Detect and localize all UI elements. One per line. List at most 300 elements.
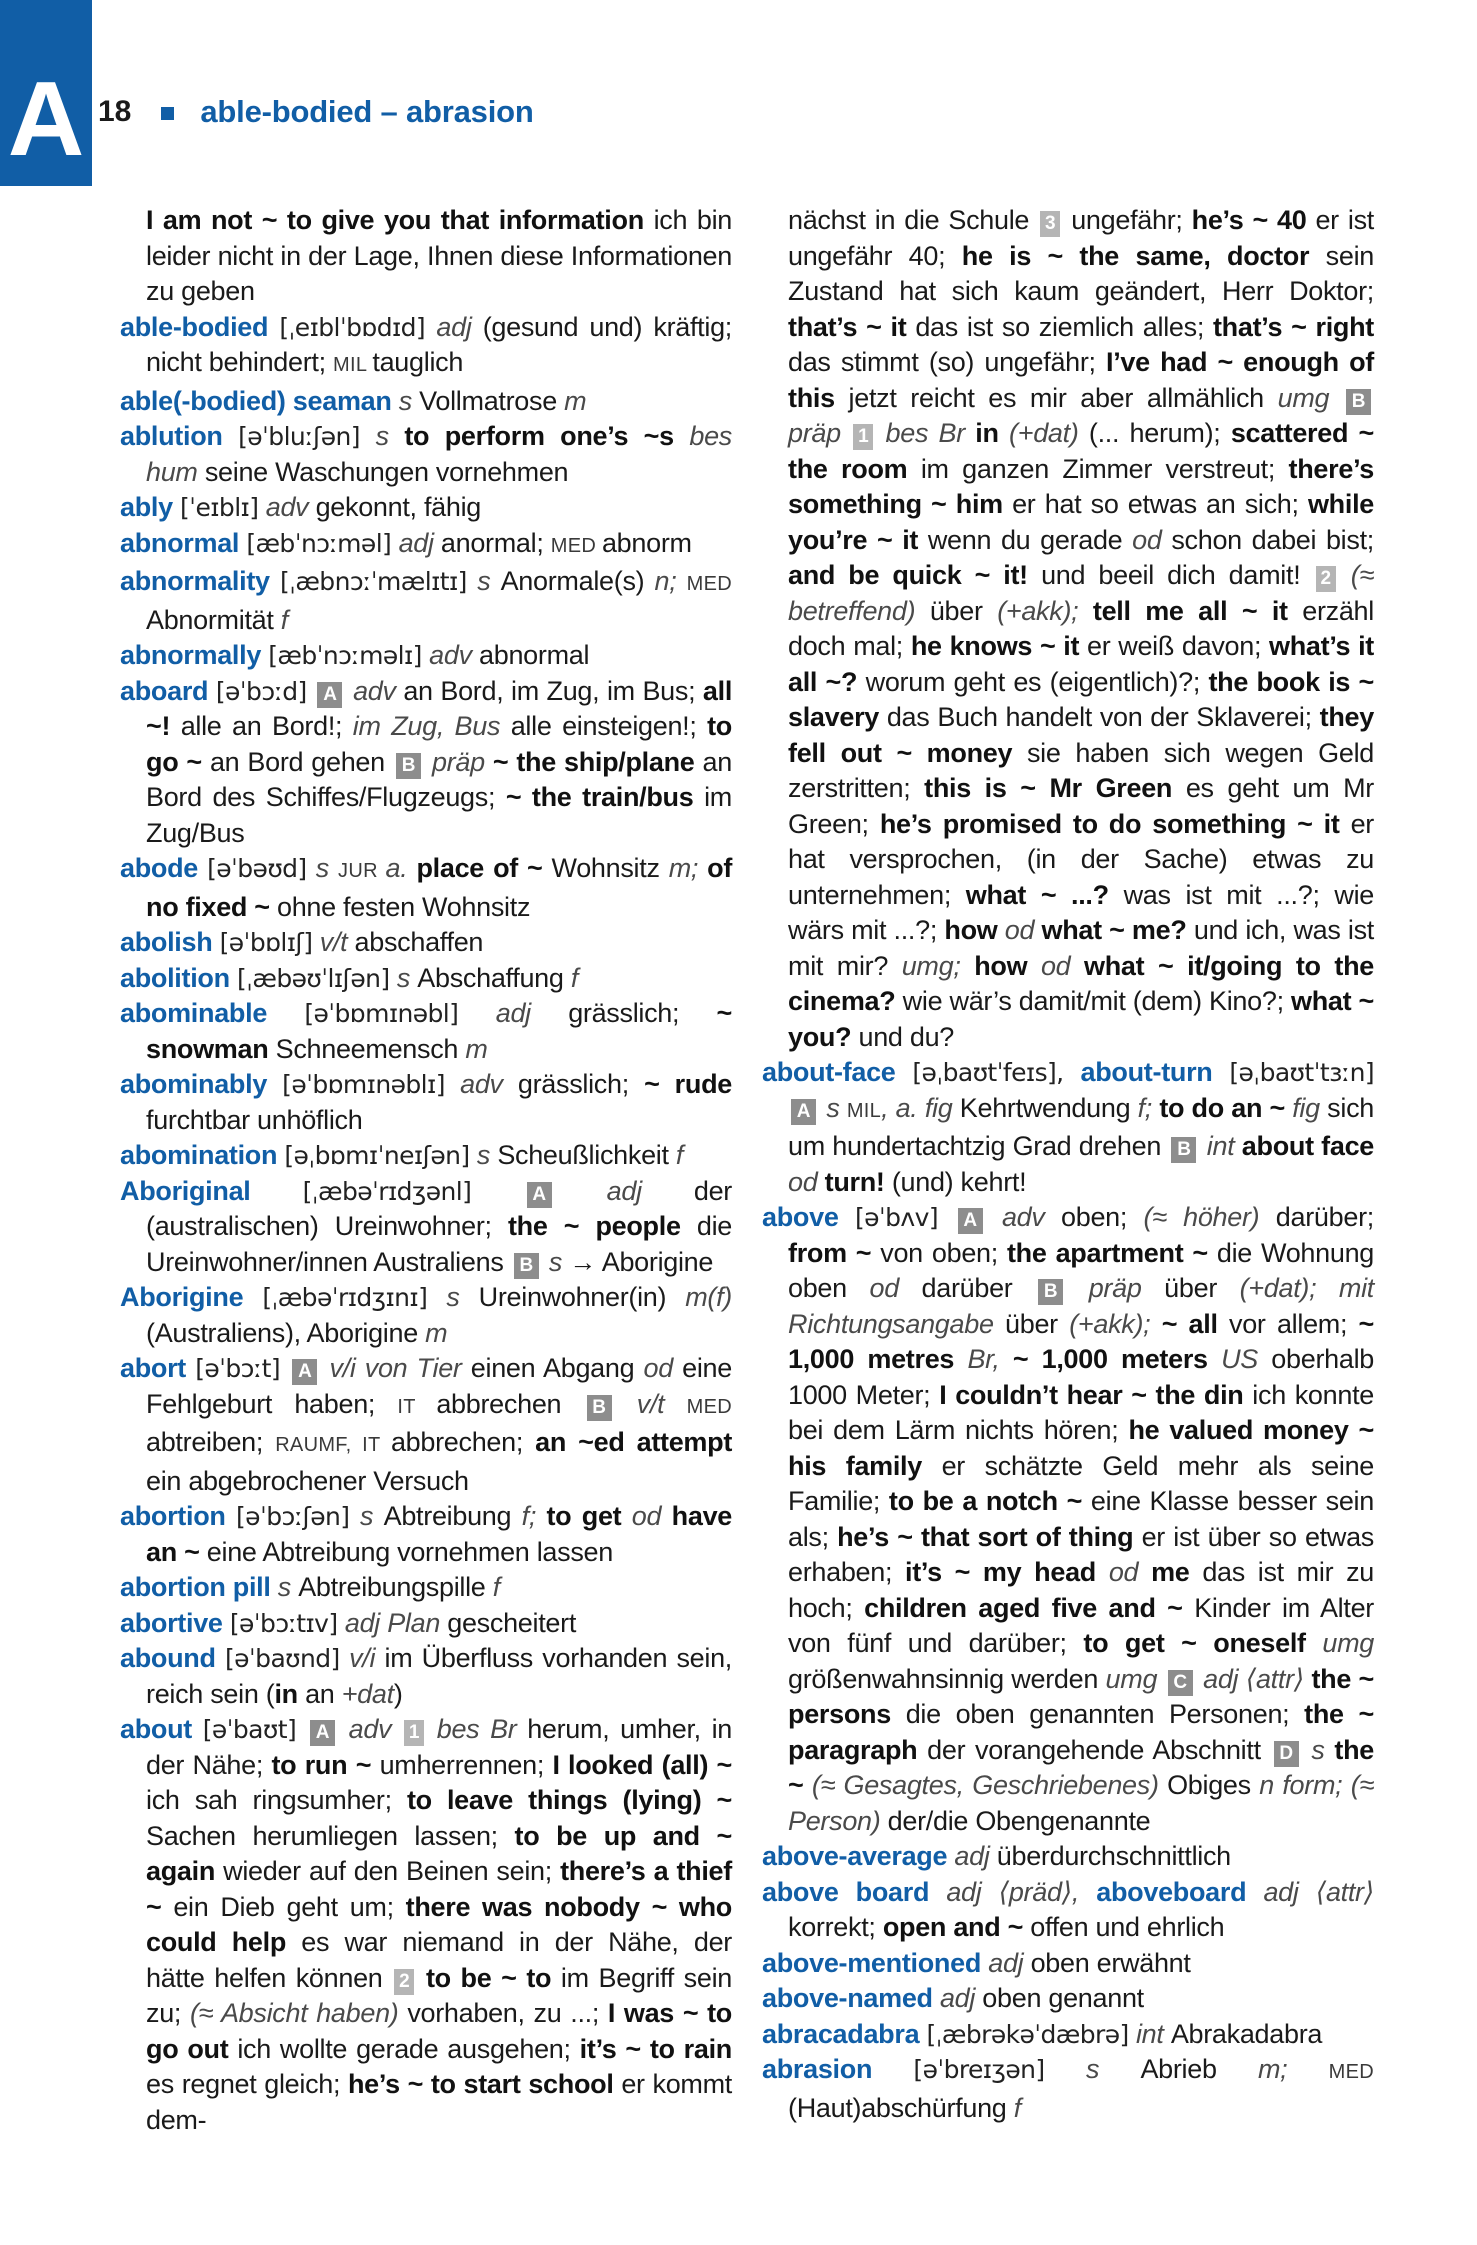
headword: Aborigine (120, 1282, 263, 1312)
grammar-label: im Zug, Bus (352, 711, 511, 741)
translation-text: ) (393, 1678, 403, 1709)
example-phrase: he knows ~ it (910, 631, 1088, 661)
example-phrase: this is ~ Mr Green (924, 773, 1186, 803)
sense-letter-badge: A (317, 682, 342, 708)
phonetics: [əˈbəʊd] (207, 854, 316, 883)
sense-letter-badge: B (396, 753, 421, 779)
grammar-label: s (396, 962, 418, 993)
example-phrase: ~ the train/bus (505, 782, 705, 812)
example-phrase: children aged five and ~ (864, 1592, 1195, 1623)
example-phrase: what ~ it/going to the cinema? (788, 950, 1374, 1016)
translation-text: Abtreibungspille (298, 1572, 493, 1602)
sense-letter-badge: A (292, 1359, 317, 1385)
headword: aboard (120, 675, 216, 706)
headword: abolition (120, 962, 237, 993)
example-phrase: to be up and ~ again (146, 1820, 732, 1886)
dictionary-entry (120, 526, 732, 565)
translation-text: darüber (921, 1273, 1036, 1303)
example-phrase: I looked (all) ~ (552, 1749, 732, 1780)
translation-text: wieder auf den Beinen sein; (223, 1856, 561, 1886)
example-phrase: he’s ~ to start school (347, 2069, 622, 2099)
grammar-label: (+akk); (997, 595, 1093, 626)
grammar-label: f (570, 962, 579, 993)
translation-text: oben erwähnt (1030, 1947, 1191, 1978)
translation-text: ich wollte gerade ausgehen; (237, 2033, 580, 2064)
example-phrase: to do an ~ (1159, 1092, 1293, 1123)
dictionary-entry (762, 2017, 1374, 2053)
example-phrase: ~ snowman (146, 998, 732, 1064)
letter-tab-label: A (7, 60, 85, 178)
example-phrase: I am not ~ to give you that information (146, 205, 654, 235)
translation-text: im Zug/Bus (146, 782, 732, 848)
grammar-label: (+dat) (1009, 418, 1089, 448)
translation-text: alle an Bord!; (180, 711, 353, 741)
grammar-label: s (446, 1282, 479, 1312)
translation-text: vorhaben, zu ...; (407, 1998, 608, 2028)
grammar-label: adj (939, 1983, 983, 2013)
grammar-label: m (425, 1317, 448, 1348)
translation-text: gescheitert (447, 1607, 577, 1638)
text-columns (120, 203, 1374, 2138)
dictionary-entry (762, 1055, 1374, 1200)
phonetics: [əˈbɔːt] (195, 1354, 290, 1383)
example-phrase: scattered ~ the room (788, 418, 1374, 484)
example-phrase: he’s ~ that sort of thing (837, 1521, 1142, 1552)
example-phrase: the apartment ~ (1006, 1237, 1217, 1268)
headword: abortion (120, 1501, 237, 1531)
grammar-label: präp (788, 418, 852, 448)
grammar-label: , a. fig (881, 1092, 960, 1123)
dictionary-entry (120, 564, 732, 638)
grammar-label: s (375, 421, 405, 451)
grammar-label: fig (1292, 1092, 1328, 1123)
example-phrase: the book is ~ slavery (788, 666, 1375, 732)
translation-text: ungefähr; (1062, 205, 1192, 235)
sense-letter-badge: B (514, 1253, 539, 1279)
example-phrase: ~ all (1161, 1308, 1229, 1339)
translation-text: Abnormität (146, 604, 281, 635)
translation-text: tauglich (372, 347, 464, 377)
translation-text: Scheußlichkeit (497, 1140, 676, 1170)
grammar-label: s (476, 1140, 498, 1170)
translation-text: Abrakadabra (1170, 2018, 1323, 2049)
example-phrase: open and ~ (882, 1912, 1031, 1942)
phonetics: [əˌbaʊtˈfeɪs], (912, 1058, 1081, 1087)
example-phrase: I couldn’t hear ~ the din (939, 1379, 1253, 1410)
dictionary-entry (120, 674, 732, 852)
dictionary-entry (120, 996, 732, 1067)
dictionary-entry (762, 1946, 1374, 1982)
sense-number-badge: 1 (853, 424, 873, 450)
sense-letter-badge: C (1168, 1670, 1193, 1696)
grammar-label: v/i (349, 1643, 385, 1673)
phonetics: [ˌæbnɔːˈmælɪtɪ] (279, 567, 478, 596)
translation-text: er hat so etwas an sich; (1012, 489, 1308, 519)
translation-text: und ich, was ist mit mir? (788, 915, 1374, 981)
translation-text: ein abgebrochener Versuch (146, 1465, 469, 1496)
translation-text: oben genannt (982, 1983, 1144, 2013)
translation-text: nächst in die Schule (788, 205, 1039, 235)
dictionary-entry (762, 1981, 1374, 2017)
phonetics: [əˈbɒlɪʃ] (219, 928, 320, 957)
dictionary-entry (120, 1138, 732, 1174)
page-number: 18 (98, 95, 132, 128)
sense-letter-badge: A (958, 1208, 983, 1234)
grammar-label: od (1004, 915, 1042, 945)
headword: about-face (762, 1057, 913, 1087)
grammar-label: bes hum (146, 421, 733, 487)
translation-text: grässlich; (517, 1069, 645, 1099)
translation-text: seine Waschungen vornehmen (204, 456, 569, 487)
grammar-label: int (1135, 2018, 1171, 2049)
guide-words: able-bodied – abrasion (200, 94, 534, 129)
grammar-label: v/t (614, 1388, 687, 1419)
grammar-label: m (564, 385, 587, 416)
translation-text: an Bord, im Zug, im Bus; (403, 675, 703, 706)
translation-text: sein Zustand hat sich kaum geändert, Herr Doktor; (788, 240, 1374, 306)
translation-text: eine Abtreibung vornehmen lassen (206, 1536, 613, 1567)
translation-text: der/die Obengenannte (887, 1805, 1151, 1836)
phonetics: [əˈbɒmɪnəblɪ] (282, 1070, 461, 1099)
translation-text: an Bord des Schiffes/Flugzeugs; (146, 746, 732, 812)
grammar-label: adv (985, 1202, 1062, 1232)
grammar-label: s (1301, 1734, 1335, 1765)
example-phrase: what ~ you? (788, 986, 1374, 1052)
translation-text: abbrechen; (390, 1427, 536, 1457)
grammar-label: adv (429, 640, 480, 670)
translation-text: umherrennen; (379, 1749, 553, 1780)
translation-text: er ist ungefähr 40; (788, 205, 1374, 271)
dictionary-entry (120, 384, 732, 420)
translation-text: ich bin leider nicht in der Lage, Ihnen diese Informationen zu geben (146, 205, 732, 306)
translation-text: ohne festen Wohnsitz (276, 891, 531, 922)
grammar-label: adj ⟨präd⟩, (946, 1876, 1097, 1907)
bullet-square-icon (161, 107, 174, 120)
headword: above (762, 1202, 855, 1232)
example-phrase: in (274, 1678, 306, 1709)
sense-letter-badge: A (310, 1720, 335, 1746)
example-phrase: ~ rude (644, 1069, 732, 1099)
translation-text: wie wär’s damit/mit (dem) Kino?; (902, 986, 1291, 1016)
example-phrase: place of ~ (416, 853, 552, 883)
translation-text: über (929, 595, 998, 626)
translation-text: die oben genannten Personen; (905, 1699, 1305, 1729)
translation-text: was ist mit ...?; wie wärs mit ...?; (788, 879, 1375, 945)
translation-text: wenn du gerade (927, 524, 1133, 555)
headword: abrasion (762, 2054, 914, 2084)
translation-text: gekonnt, fähig (315, 492, 482, 522)
grammar-label: f; (1137, 1092, 1160, 1123)
headword: able(-bodied) seaman (120, 385, 399, 416)
headword: above-average (762, 1841, 955, 1871)
translation-text: es geht um Mr Green; (788, 773, 1374, 839)
grammar-label: bes Br (875, 418, 976, 448)
translation-text: einen Abgang (470, 1353, 644, 1383)
translation-text: das ist so ziemlich alles; (915, 311, 1213, 342)
grammar-label: präp (423, 746, 493, 777)
grammar-label: adj (554, 1175, 694, 1206)
example-phrase: that’s ~ it (788, 311, 916, 342)
example-phrase: from ~ (788, 1237, 881, 1268)
phonetics: [əˌbɒmɪˈneɪʃən] (284, 1141, 477, 1170)
headword: abominable (120, 998, 305, 1028)
example-phrase: to leave things (lying) ~ (406, 1785, 732, 1815)
example-phrase: and be quick ~ it! (788, 560, 1042, 590)
grammar-label: Br, (967, 1344, 1013, 1374)
grammar-label: od (1040, 950, 1085, 981)
translation-text: (... herum); (1088, 418, 1231, 448)
example-phrase: I’ve had ~ enough of this (788, 347, 1374, 413)
translation-text: abnorm (601, 527, 692, 558)
grammar-label: m; (1257, 2054, 1329, 2084)
grammar-label: od (869, 1273, 922, 1303)
subject-label: MIL (846, 1099, 882, 1122)
grammar-label: adv (345, 675, 404, 706)
dictionary-entry (120, 490, 732, 526)
grammar-label: adj ⟨attr⟩ (1263, 1876, 1374, 1907)
phonetics: [ˈeɪblɪ] (180, 493, 266, 522)
sense-letter-badge: A (527, 1182, 552, 1208)
grammar-label: (≈ höher) (1143, 1202, 1276, 1232)
grammar-label: s (398, 385, 420, 416)
subject-label: MED (686, 1395, 732, 1418)
grammar-label: f (492, 1572, 500, 1602)
headword: above-named (762, 1983, 940, 2013)
dictionary-entry (120, 961, 732, 997)
dictionary-entry (120, 419, 732, 490)
sense-letter-badge: B (1346, 389, 1371, 415)
left-column (120, 203, 732, 2138)
translation-text: Kehrtwendung (959, 1092, 1138, 1123)
grammar-label: +dat (341, 1678, 394, 1709)
dictionary-entry (120, 638, 732, 674)
grammar-label: umg (1277, 382, 1343, 413)
translation-text: Vollmatrose (419, 385, 565, 416)
example-phrase: to go ~ (146, 711, 732, 777)
dictionary-entry (762, 1839, 1374, 1875)
example-phrase: the ~ persons (788, 1663, 1375, 1729)
grammar-label: (≈ Gesagtes, Geschriebenes) (811, 1770, 1168, 1800)
phonetics: [əˌbaʊtˈtɜːn] (1229, 1058, 1374, 1087)
example-phrase: how (944, 915, 1005, 945)
translation-text: das ist mir zu hoch; (788, 1557, 1374, 1623)
example-phrase: that’s ~ right (1212, 311, 1374, 342)
sense-letter-badge: B (1171, 1137, 1196, 1163)
headword: abominably (120, 1069, 283, 1099)
headword: abracadabra (762, 2018, 927, 2049)
subject-label: IT (397, 1395, 437, 1418)
phonetics: [əˈbɔːtɪv] (229, 1608, 345, 1638)
phonetics: [əˈbɒmɪnəbl] (304, 999, 496, 1028)
example-phrase: what ~ me? (1041, 915, 1194, 945)
example-phrase: to perform one’s ~s (404, 421, 690, 451)
translation-text: grässlich; (568, 998, 717, 1028)
dictionary-entry (120, 1712, 732, 2138)
translation-text: Wohnsitz (551, 853, 669, 883)
entry-continuation (762, 203, 1374, 1055)
translation-text: abtreiben; (146, 1427, 276, 1457)
grammar-label: od (643, 1353, 683, 1383)
sense-letter-badge: A (791, 1099, 816, 1125)
grammar-label: adv (265, 492, 316, 522)
phonetics: [əˈbɔːʃən] (236, 1502, 360, 1531)
grammar-label: adj (988, 1947, 1031, 1978)
translation-text: im Begriff sein zu; (146, 1962, 733, 2028)
translation-text: größenwahnsinnig werden (788, 1663, 1106, 1694)
phonetics: [ˌæbəˈrɪdʒɪnɪ] (262, 1283, 447, 1312)
translation-text: Schneemensch (275, 1033, 466, 1064)
grammar-label: (≈ Absicht haben) (189, 1998, 408, 2028)
headword: abort (120, 1353, 196, 1383)
headword: abortion pill (120, 1572, 278, 1602)
example-phrase: in (975, 418, 1010, 448)
translation-text: das Buch handelt von der Sklaverei; (886, 702, 1320, 732)
grammar-label: adj (398, 527, 441, 558)
translation-text: er kommt dem- (146, 2069, 733, 2135)
example-phrase: there was nobody ~ who could help (146, 1891, 732, 1957)
translation-text: abnormal (479, 640, 590, 670)
example-phrase: it’s ~ to rain (579, 2033, 732, 2064)
translation-text: Anormale(s) (500, 566, 655, 596)
dictionary-entry (762, 1200, 1374, 1839)
example-phrase: of no fixed ~ (146, 853, 733, 922)
headword: aboveboard (1096, 1876, 1264, 1907)
grammar-label: adj (495, 998, 569, 1028)
headword: above board (762, 1876, 947, 1907)
translation-text: Abschaffung (417, 962, 571, 993)
sense-number-badge: 1 (404, 1720, 424, 1746)
sense-number-badge: 2 (394, 1969, 414, 1995)
example-phrase: ~ 1,000 meters (1012, 1344, 1222, 1374)
headword: ablution (120, 421, 239, 451)
translation-text: abbrechen (436, 1388, 584, 1419)
translation-text: vor allem; (1229, 1308, 1359, 1339)
phonetics: [əˈbreɪʒən] (913, 2055, 1086, 2084)
page-header (98, 94, 534, 130)
grammar-label: umg (1322, 1628, 1374, 1658)
dictionary-entry (120, 925, 732, 961)
grammar-label: adj ⟨attr⟩ (1195, 1663, 1312, 1694)
translation-text: erzähl doch mal; (788, 595, 1374, 661)
translation-text: von oben; (880, 1237, 1007, 1268)
translation-text: er schätzte Geld mehr als seine Familie; (788, 1450, 1375, 1516)
translation-text: und beeil dich damit! (1041, 560, 1314, 590)
subject-label: JUR (338, 860, 386, 882)
dictionary-entry (762, 2052, 1374, 2126)
translation-text: alle einsteigen!; (510, 711, 708, 741)
sense-letter-badge: B (587, 1395, 612, 1421)
grammar-label: m; (668, 853, 708, 883)
grammar-label: adv (460, 1069, 518, 1099)
dictionary-entry (120, 851, 732, 925)
headword: abomination (120, 1140, 285, 1170)
grammar-label: (+dat); mit Richtungsangabe (788, 1273, 1375, 1339)
phonetics: [əˈbluːʃən] (238, 422, 376, 451)
grammar-label: v/t (319, 927, 355, 957)
grammar-label: (+akk); (1069, 1308, 1162, 1339)
headword: about (120, 1714, 203, 1744)
translation-text: herum, umher, in der Nähe; (146, 1714, 732, 1780)
grammar-label: s (315, 853, 339, 883)
translation-text: er weiß davon; (1087, 631, 1270, 661)
phonetics: [ˌæbəˈrɪdʒənl] (302, 1176, 524, 1206)
translation-text: oben; (1061, 1202, 1144, 1232)
headword: abortive (120, 1607, 230, 1638)
grammar-label: f; (521, 1501, 547, 1531)
translation-text: eine Klasse besser sein als; (788, 1486, 1374, 1552)
grammar-label: m (465, 1033, 488, 1064)
phonetics: [ˌæbəʊˈlɪʃən] (236, 963, 397, 993)
subject-label: MED (550, 534, 602, 557)
translation-text: worum geht es (eigentlich)?; (865, 666, 1209, 697)
grammar-label: f (280, 604, 288, 635)
grammar-label: (≈ betreffend) (788, 560, 1374, 626)
phonetics: [æbˈnɔːməl] (246, 528, 399, 558)
dictionary-entry (762, 1875, 1374, 1946)
dictionary-entry (120, 1067, 732, 1138)
example-phrase: to be ~ to (416, 1962, 561, 1993)
translation-text: ich konnte bei dem Lärm nichts hören; (788, 1379, 1374, 1445)
sense-letter-badge: B (1038, 1279, 1063, 1305)
dictionary-entry (120, 1606, 732, 1642)
translation-text: über (1164, 1273, 1240, 1303)
dictionary-entry (120, 1499, 732, 1570)
headword: abolish (120, 927, 220, 957)
example-phrase: ~ 1,000 metres (788, 1308, 1374, 1374)
headword: abnormal (120, 527, 247, 558)
example-phrase: ~ the ship/plane (492, 746, 703, 777)
translation-text: → Aborigine (569, 1246, 714, 1277)
example-phrase: what’s it all ~? (788, 631, 1374, 697)
translation-text: im Überfluss vorhanden sein, reich sein ( (146, 1643, 732, 1709)
translation-text: abschaffen (354, 927, 484, 957)
grammar-label: f (1013, 2092, 1021, 2123)
grammar-label: bes Br (426, 1714, 528, 1744)
example-phrase: turn! (824, 1166, 892, 1197)
phonetics: [əˈbʌv] (854, 1203, 955, 1232)
headword: able-bodied (120, 311, 280, 342)
grammar-label: s (541, 1246, 570, 1277)
headword: Aboriginal (120, 1175, 303, 1206)
example-phrase: what ~ ...? (965, 879, 1124, 910)
subject-label: MED (1328, 2061, 1374, 2083)
grammar-label: umg; (901, 950, 975, 981)
translation-text: er hat versprochen, (in der Sache) etwas zu unternehmen; (788, 808, 1375, 910)
grammar-label: adv (337, 1714, 403, 1744)
translation-text: Sachen herumliegen lassen; (146, 1820, 515, 1851)
translation-text: Abrieb (1140, 2054, 1258, 2084)
translation-text: Ureinwohner(in) (478, 1282, 686, 1312)
translation-text: an Bord gehen (209, 746, 393, 777)
dictionary-entry (120, 1641, 732, 1712)
grammar-label: umg (1105, 1663, 1165, 1694)
phonetics: [ˌæbrəkəˈdæbrə] (926, 2019, 1136, 2049)
grammar-label: s (360, 1501, 384, 1531)
grammar-label: s (477, 566, 501, 596)
example-phrase: there’s something ~ him (788, 453, 1374, 519)
translation-text: der vorangehende Abschnitt (927, 1734, 1271, 1765)
example-phrase: the ~ paragraph (788, 1699, 1374, 1765)
phonetics: [əˈbɔːd] (215, 676, 315, 706)
subject-label: RAUMF, IT (275, 1434, 391, 1456)
translation-text: (Australiens), Aborigine (146, 1317, 426, 1348)
grammar-label: US (1221, 1344, 1272, 1374)
translation-text: das stimmt (so) ungefähr; (788, 347, 1107, 377)
grammar-label: s (277, 1572, 299, 1602)
translation-text: offen und ehrlich (1030, 1912, 1225, 1942)
translation-text: ich sah ringsumher; (146, 1785, 407, 1815)
translation-text: furchtbar unhöflich (146, 1104, 363, 1135)
